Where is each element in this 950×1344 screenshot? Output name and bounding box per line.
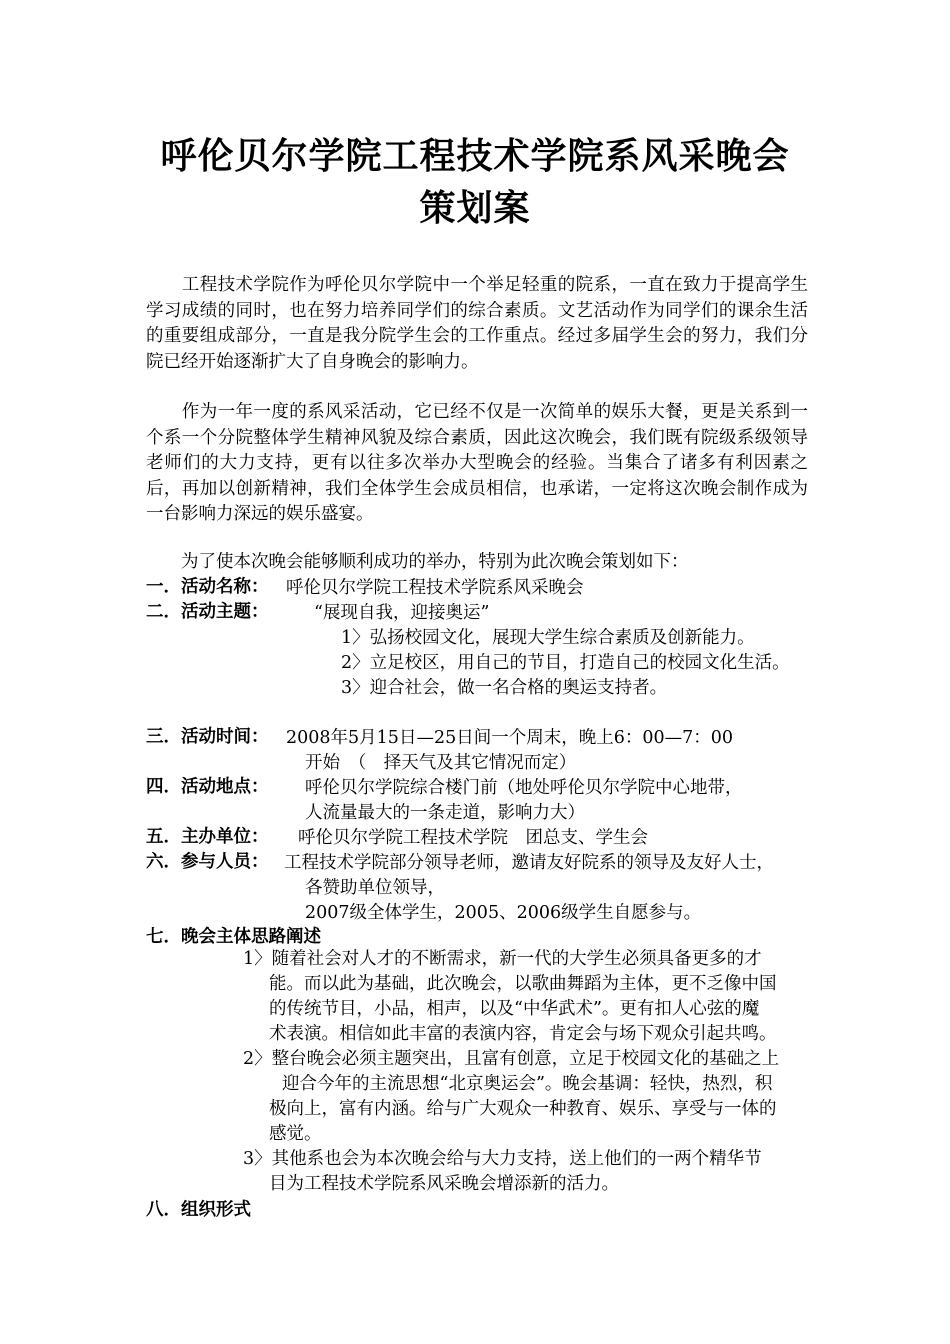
intro-paragraph-1: 工程技术学院作为呼伦贝尔学院中一个举足轻重的院系，一直在致力于提高学生学习成绩的同时，也在努力培养同学们的综合素质。文艺活动作为同学们的课余生活的重要组成部分，一直是我分院学生会的工作重点。经过多届学生会的努力，我们分院已经开始逐渐扩大了自身晚会的影响力。 xyxy=(146,275,808,372)
section-5-text: 呼伦贝尔学院工程技术学院 团总支、学生会 xyxy=(298,828,648,848)
idea-item-2-line: 2〉整台晚会必须主题突出，且富有创意，立足于校园文化的基础之上 xyxy=(243,1049,780,1069)
idea-item-2-line: 感觉。 xyxy=(269,1124,322,1144)
idea-item-1-line: 术表演。相信如此丰富的表演内容，肯定会与场下观众引起共鸣。 xyxy=(269,1024,777,1044)
theme-item: 2〉立足校区，用自己的节目，打造自己的校园文化生活。 xyxy=(341,653,790,673)
section-3-text-cont: 开始 （ 择天气及其它情况而定） xyxy=(305,753,577,773)
idea-item-1-line: 1〉随着社会对人才的不断需求，新一代的大学生必须具备更多的才 xyxy=(243,949,762,969)
section-4-heading: 四．活动地点： xyxy=(146,777,269,797)
section-1-text: 呼伦贝尔学院工程技术学院系风采晚会 xyxy=(286,578,584,598)
theme-item: 3〉迎合社会，做一名合格的奥运支持者。 xyxy=(341,678,668,698)
section-3-text: 2008年5月15日—25日间一个周末，晚上6：00—7：00 xyxy=(286,728,734,748)
section-6-heading: 六．参与人员： xyxy=(146,852,269,872)
idea-item-2-line: 极向上，富有内涵。给与广大观众一种教育、娱乐、享受与一体的 xyxy=(269,1099,777,1119)
intro-paragraph-2: 作为一年一度的系风采活动，它已经不仅是一次简单的娱乐大餐，更是关系到一个系一个分院整体学生精神风貌及综合素质，因此这次晚会，我们既有院级系级领导老师们的大力支持，更有以往多次举办大型晚会的经验。当集合了诸多有利因素之后，再加以创新精神，我们全体学生会成员相信，也承诺，一定将这次晚会制作成为一台影响力深远的娱乐盛宴。 xyxy=(146,402,808,524)
document-subtitle: 策划案 xyxy=(419,187,531,229)
intro-paragraph-3: 为了使本次晚会能够顺利成功的举办，特别为此次晚会策划如下： xyxy=(146,552,689,572)
section-6-text-cont: 2007级全体学生，2005、2006级学生自愿参与。 xyxy=(305,903,702,923)
section-6-text-cont: 各赞助单位领导， xyxy=(305,878,445,898)
idea-item-1-line: 的传统节目，小品，相声，以及“中华武术”。更有扣人心弦的魔 xyxy=(269,999,760,1019)
section-6-text: 工程技术学院部分领导老师，邀请友好院系的领导及友好人士， xyxy=(284,853,774,873)
section-2-slogan: “展现自我，迎接奥运” xyxy=(314,603,490,623)
section-1-heading: 一．活动名称： xyxy=(146,577,269,597)
section-3-heading: 三．活动时间： xyxy=(146,727,269,747)
idea-item-3-line: 3〉其他系也会为本次晚会给与大力支持，送上他们的一两个精华节 xyxy=(243,1149,762,1169)
idea-item-1-line: 能。而以此为基础，此次晚会，以歌曲舞蹈为主体，更不乏像中国 xyxy=(269,974,777,994)
idea-item-3-line: 目为工程技术学院系风采晚会增添新的活力。 xyxy=(269,1174,619,1194)
section-5-heading: 五．主办单位： xyxy=(146,827,269,847)
idea-item-2-line: 迎合今年的主流思想“北京奥运会”。晚会基调：轻快，热烈，积 xyxy=(282,1074,773,1094)
theme-item: 1〉弘扬校园文化，展现大学生综合素质及创新能力。 xyxy=(341,628,755,648)
section-8-heading: 八．组织形式 xyxy=(146,1200,251,1220)
section-7-heading: 七．晚会主体思路阐述 xyxy=(146,927,321,947)
section-2-heading: 二．活动主题： xyxy=(146,602,269,622)
section-4-text: 呼伦贝尔学院综合楼门前（地处呼伦贝尔学院中心地带， xyxy=(305,778,743,798)
document-title: 呼伦贝尔学院工程技术学院系风采晚会 xyxy=(160,135,790,177)
section-4-text-cont: 人流量最大的一条走道，影响力大） xyxy=(305,803,585,823)
